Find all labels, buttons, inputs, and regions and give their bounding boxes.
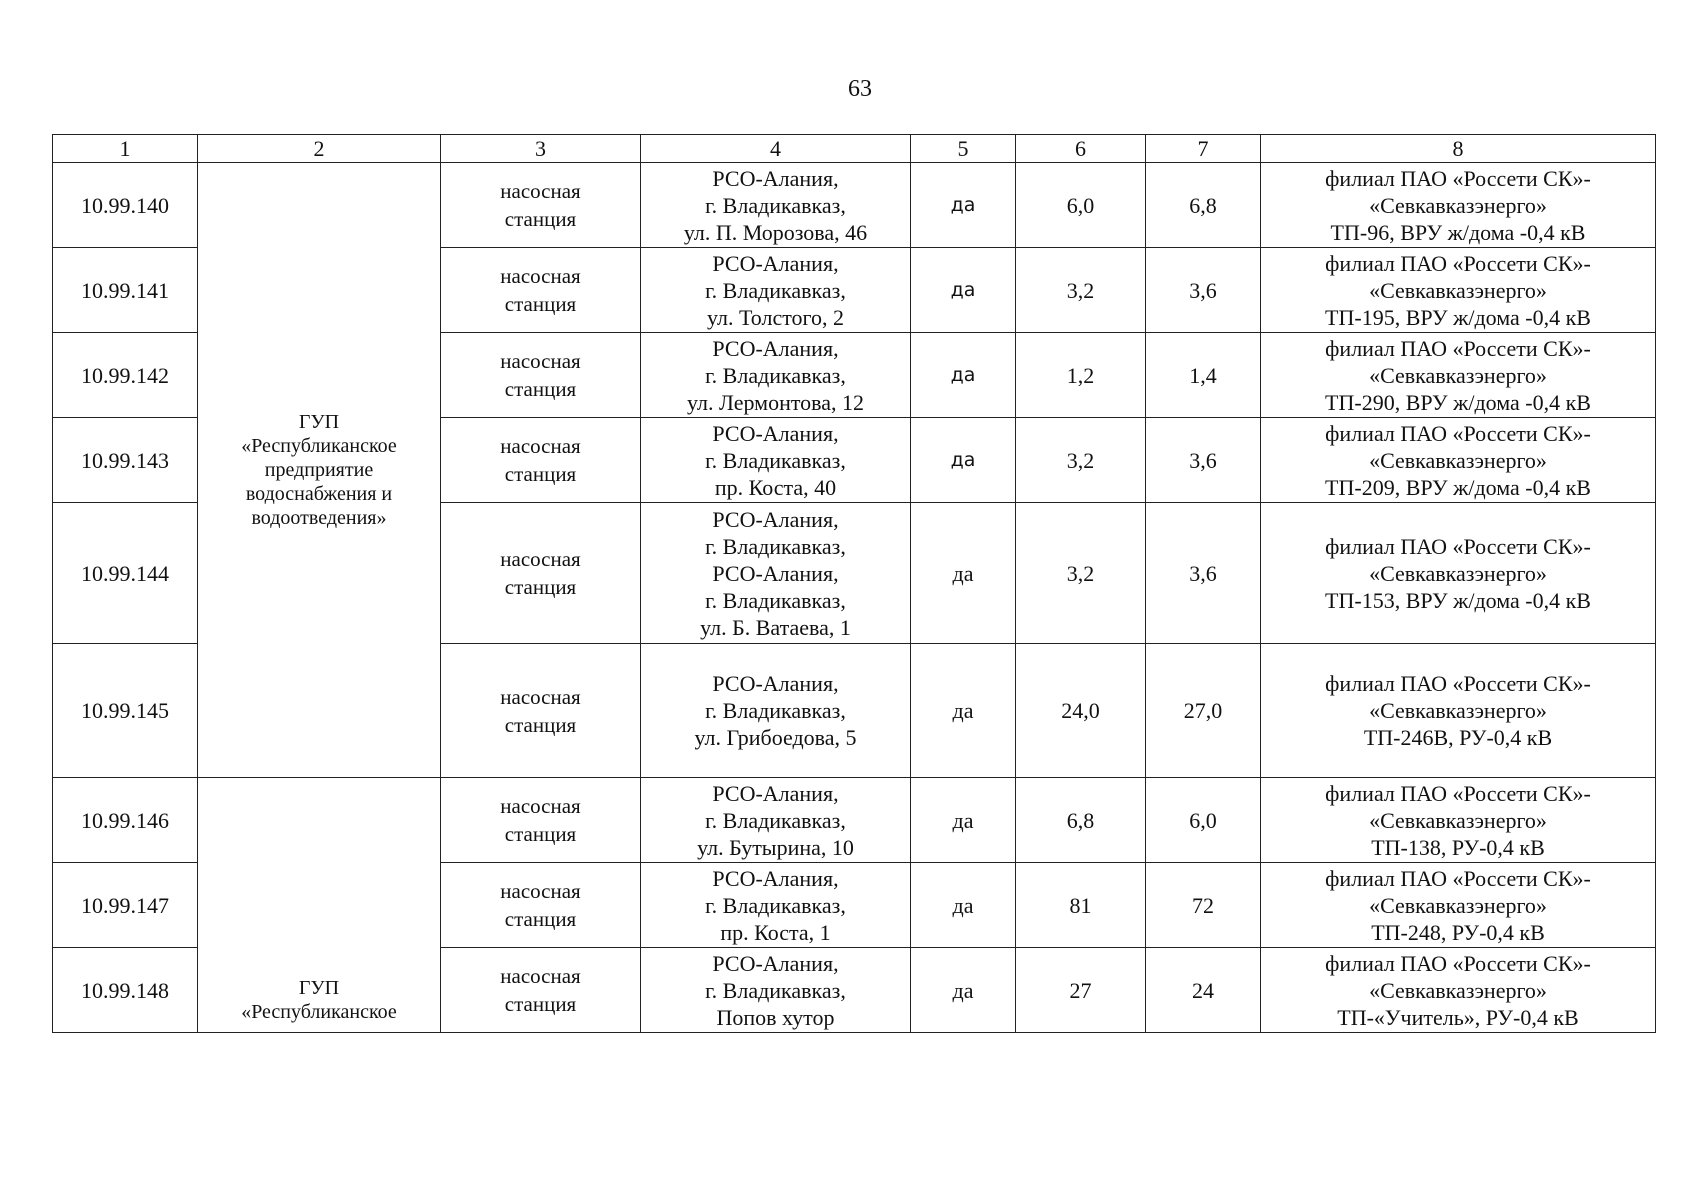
type-line: станция [504, 712, 577, 737]
supply-line: ТП-138, РУ-0,4 кВ [1371, 834, 1545, 860]
supply-cell [1261, 948, 1656, 1033]
supply-line: ТП-209, ВРУ ж/дома -0,4 кВ [1325, 474, 1591, 500]
address-line: РСО-Алания, [712, 335, 839, 361]
address-line: РСО-Алания, [712, 780, 839, 806]
address-line: ул. Грибоедова, 5 [694, 725, 857, 750]
address-line: РСО-Алания, [712, 671, 839, 696]
owner-cell [198, 163, 441, 778]
type-line: насосная [500, 434, 581, 458]
supply-line: ТП-195, ВРУ ж/дома -0,4 кВ [1325, 304, 1591, 330]
supply-line: филиал ПАО «Россети СК»- [1325, 335, 1591, 361]
supply-line: филиал ПАО «Россети СК»- [1325, 780, 1591, 806]
table-row [53, 163, 1656, 248]
address-line: ул. Лермонтова, 12 [686, 389, 865, 415]
supply-cell [1261, 503, 1656, 644]
address-cell [641, 778, 911, 863]
object-type [441, 418, 641, 503]
owner-cell [198, 778, 441, 1033]
supply-cell [1261, 863, 1656, 948]
supply-cell [1261, 644, 1656, 778]
supply-line: «Севкавказэнерго» [1369, 447, 1547, 473]
object-code: 10.99.146 [53, 778, 198, 863]
address-line: г. Владикавказ, [705, 698, 846, 723]
supply-cell [1261, 333, 1656, 418]
type-line: насосная [500, 964, 581, 988]
address-line: РСО-Алания, [712, 250, 839, 276]
header-col-4: 4 [641, 135, 911, 163]
header-row [53, 135, 1656, 163]
object-type [441, 948, 641, 1033]
value-col-6: 1,2 [1016, 333, 1146, 418]
object-type [441, 163, 641, 248]
address-line: ул. Б. Ватаева, 1 [700, 614, 851, 640]
value-col-6: 81 [1016, 863, 1146, 948]
supply-line: «Севкавказэнерго» [1369, 192, 1547, 218]
value-col-7: 6,0 [1146, 778, 1261, 863]
type-line: станция [504, 992, 577, 1016]
address-line: ул. П. Морозова, 46 [683, 219, 868, 245]
address-line: г. Владикавказ, [705, 192, 846, 218]
owner-line: ГУП [298, 411, 340, 433]
address-line: г. Владикавказ, [705, 533, 846, 559]
type-line: насосная [500, 684, 581, 709]
owner-line: водоотведения» [251, 507, 387, 529]
address-cell [641, 418, 911, 503]
address-line: г. Владикавказ, [705, 977, 846, 1003]
value-col-7: 3,6 [1146, 418, 1261, 503]
address-line: РСО-Алания, [712, 165, 839, 191]
object-type [441, 503, 641, 644]
supply-line: ТП-96, ВРУ ж/дома -0,4 кВ [1330, 219, 1586, 245]
type-line: насосная [500, 794, 581, 818]
value-col-6: 24,0 [1016, 644, 1146, 778]
type-line: станция [504, 907, 577, 931]
object-code: 10.99.147 [53, 863, 198, 948]
supply-line: филиал ПАО «Россети СК»- [1325, 420, 1591, 446]
address-cell [641, 503, 911, 644]
supply-line: филиал ПАО «Россети СК»- [1325, 250, 1591, 276]
registry-table [52, 134, 1656, 1033]
flag-cell: да [911, 778, 1016, 863]
object-code: 10.99.143 [53, 418, 198, 503]
flag-cell: да [911, 863, 1016, 948]
address-line: РСО-Алания, [712, 560, 839, 586]
object-code: 10.99.141 [53, 248, 198, 333]
supply-line: «Севкавказэнерго» [1369, 977, 1547, 1003]
value-col-6: 3,2 [1016, 503, 1146, 644]
owner-line: предприятие [264, 459, 374, 481]
supply-line: «Севкавказэнерго» [1369, 807, 1547, 833]
value-col-6: 6,0 [1016, 163, 1146, 248]
address-cell [641, 644, 911, 778]
address-line: ул. Бутырина, 10 [697, 834, 854, 860]
address-line: РСО-Алания, [712, 865, 839, 891]
value-col-7: 24 [1146, 948, 1261, 1033]
address-line: ул. Толстого, 2 [706, 304, 845, 330]
supply-line: ТП-«Учитель», РУ-0,4 кВ [1337, 1004, 1579, 1030]
owner-line: «Республиканское [241, 1001, 397, 1023]
header-col-2: 2 [198, 135, 441, 163]
supply-line: филиал ПАО «Россети СК»- [1325, 671, 1591, 696]
supply-line: филиал ПАО «Россети СК»- [1325, 950, 1591, 976]
value-col-7: 3,6 [1146, 503, 1261, 644]
type-line: станция [504, 575, 577, 599]
value-col-6: 3,2 [1016, 418, 1146, 503]
object-code: 10.99.142 [53, 333, 198, 418]
object-type [441, 644, 641, 778]
type-line: насосная [500, 547, 581, 571]
address-line: Попов хутор [716, 1004, 835, 1030]
flag-cell: да [911, 644, 1016, 778]
owner-line: водоснабжения и [245, 483, 393, 505]
supply-line: «Севкавказэнерго» [1369, 560, 1547, 586]
address-line: г. Владикавказ, [705, 587, 846, 613]
supply-line: «Севкавказэнерго» [1369, 892, 1547, 918]
object-code: 10.99.148 [53, 948, 198, 1033]
value-col-7: 27,0 [1146, 644, 1261, 778]
type-line: станция [504, 292, 577, 316]
type-line: станция [504, 822, 577, 846]
owner-line: ГУП [298, 977, 340, 999]
address-line: г. Владикавказ, [705, 892, 846, 918]
supply-line: «Севкавказэнерго» [1369, 362, 1547, 388]
type-line: станция [504, 377, 577, 401]
address-line: г. Владикавказ, [705, 807, 846, 833]
supply-line: филиал ПАО «Россети СК»- [1325, 533, 1591, 559]
header-col-1: 1 [53, 135, 198, 163]
value-col-7: 6,8 [1146, 163, 1261, 248]
value-col-7: 72 [1146, 863, 1261, 948]
header-col-3: 3 [441, 135, 641, 163]
supply-cell [1261, 163, 1656, 248]
header-col-8: 8 [1261, 135, 1656, 163]
supply-line: филиал ПАО «Россети СК»- [1325, 165, 1591, 191]
page-number: 63 [848, 76, 872, 102]
owner-line: «Республиканское [241, 435, 397, 457]
supply-cell [1261, 248, 1656, 333]
address-line: г. Владикавказ, [705, 362, 846, 388]
flag-cell: да [911, 248, 1016, 333]
type-line: насосная [500, 179, 581, 203]
object-code: 10.99.144 [53, 503, 198, 644]
flag-cell: да [911, 163, 1016, 248]
header-col-6: 6 [1016, 135, 1146, 163]
address-cell [641, 163, 911, 248]
supply-line: ТП-246В, РУ-0,4 кВ [1363, 725, 1553, 750]
supply-cell [1261, 778, 1656, 863]
object-code: 10.99.145 [53, 644, 198, 778]
supply-line: «Севкавказэнерго» [1369, 698, 1547, 723]
address-line: пр. Коста, 40 [714, 474, 837, 500]
flag-cell: да [911, 333, 1016, 418]
supply-line: «Севкавказэнерго» [1369, 277, 1547, 303]
type-line: насосная [500, 879, 581, 903]
header-col-5: 5 [911, 135, 1016, 163]
object-type [441, 778, 641, 863]
object-type [441, 248, 641, 333]
header-col-7: 7 [1146, 135, 1261, 163]
value-col-6: 6,8 [1016, 778, 1146, 863]
address-line: г. Владикавказ, [705, 447, 846, 473]
type-line: насосная [500, 349, 581, 373]
address-line: пр. Коста, 1 [720, 919, 831, 945]
value-col-6: 3,2 [1016, 248, 1146, 333]
value-col-7: 3,6 [1146, 248, 1261, 333]
value-col-6: 27 [1016, 948, 1146, 1033]
address-line: РСО-Алания, [712, 506, 839, 532]
flag-cell: да [911, 948, 1016, 1033]
address-cell [641, 948, 911, 1033]
address-cell [641, 248, 911, 333]
supply-cell [1261, 418, 1656, 503]
value-col-7: 1,4 [1146, 333, 1261, 418]
object-type [441, 333, 641, 418]
address-cell [641, 863, 911, 948]
address-line: РСО-Алания, [712, 950, 839, 976]
table-row [53, 778, 1656, 863]
type-line: станция [504, 207, 577, 231]
type-line: станция [504, 462, 577, 486]
supply-line: ТП-290, ВРУ ж/дома -0,4 кВ [1325, 389, 1591, 415]
address-cell [641, 333, 911, 418]
supply-line: ТП-153, ВРУ ж/дома -0,4 кВ [1325, 587, 1591, 613]
address-line: РСО-Алания, [712, 420, 839, 446]
supply-line: ТП-248, РУ-0,4 кВ [1371, 919, 1545, 945]
flag-cell: да [911, 503, 1016, 644]
object-code: 10.99.140 [53, 163, 198, 248]
type-line: насосная [500, 264, 581, 288]
supply-line: филиал ПАО «Россети СК»- [1325, 865, 1591, 891]
address-line: г. Владикавказ, [705, 277, 846, 303]
flag-cell: да [911, 418, 1016, 503]
object-type [441, 863, 641, 948]
